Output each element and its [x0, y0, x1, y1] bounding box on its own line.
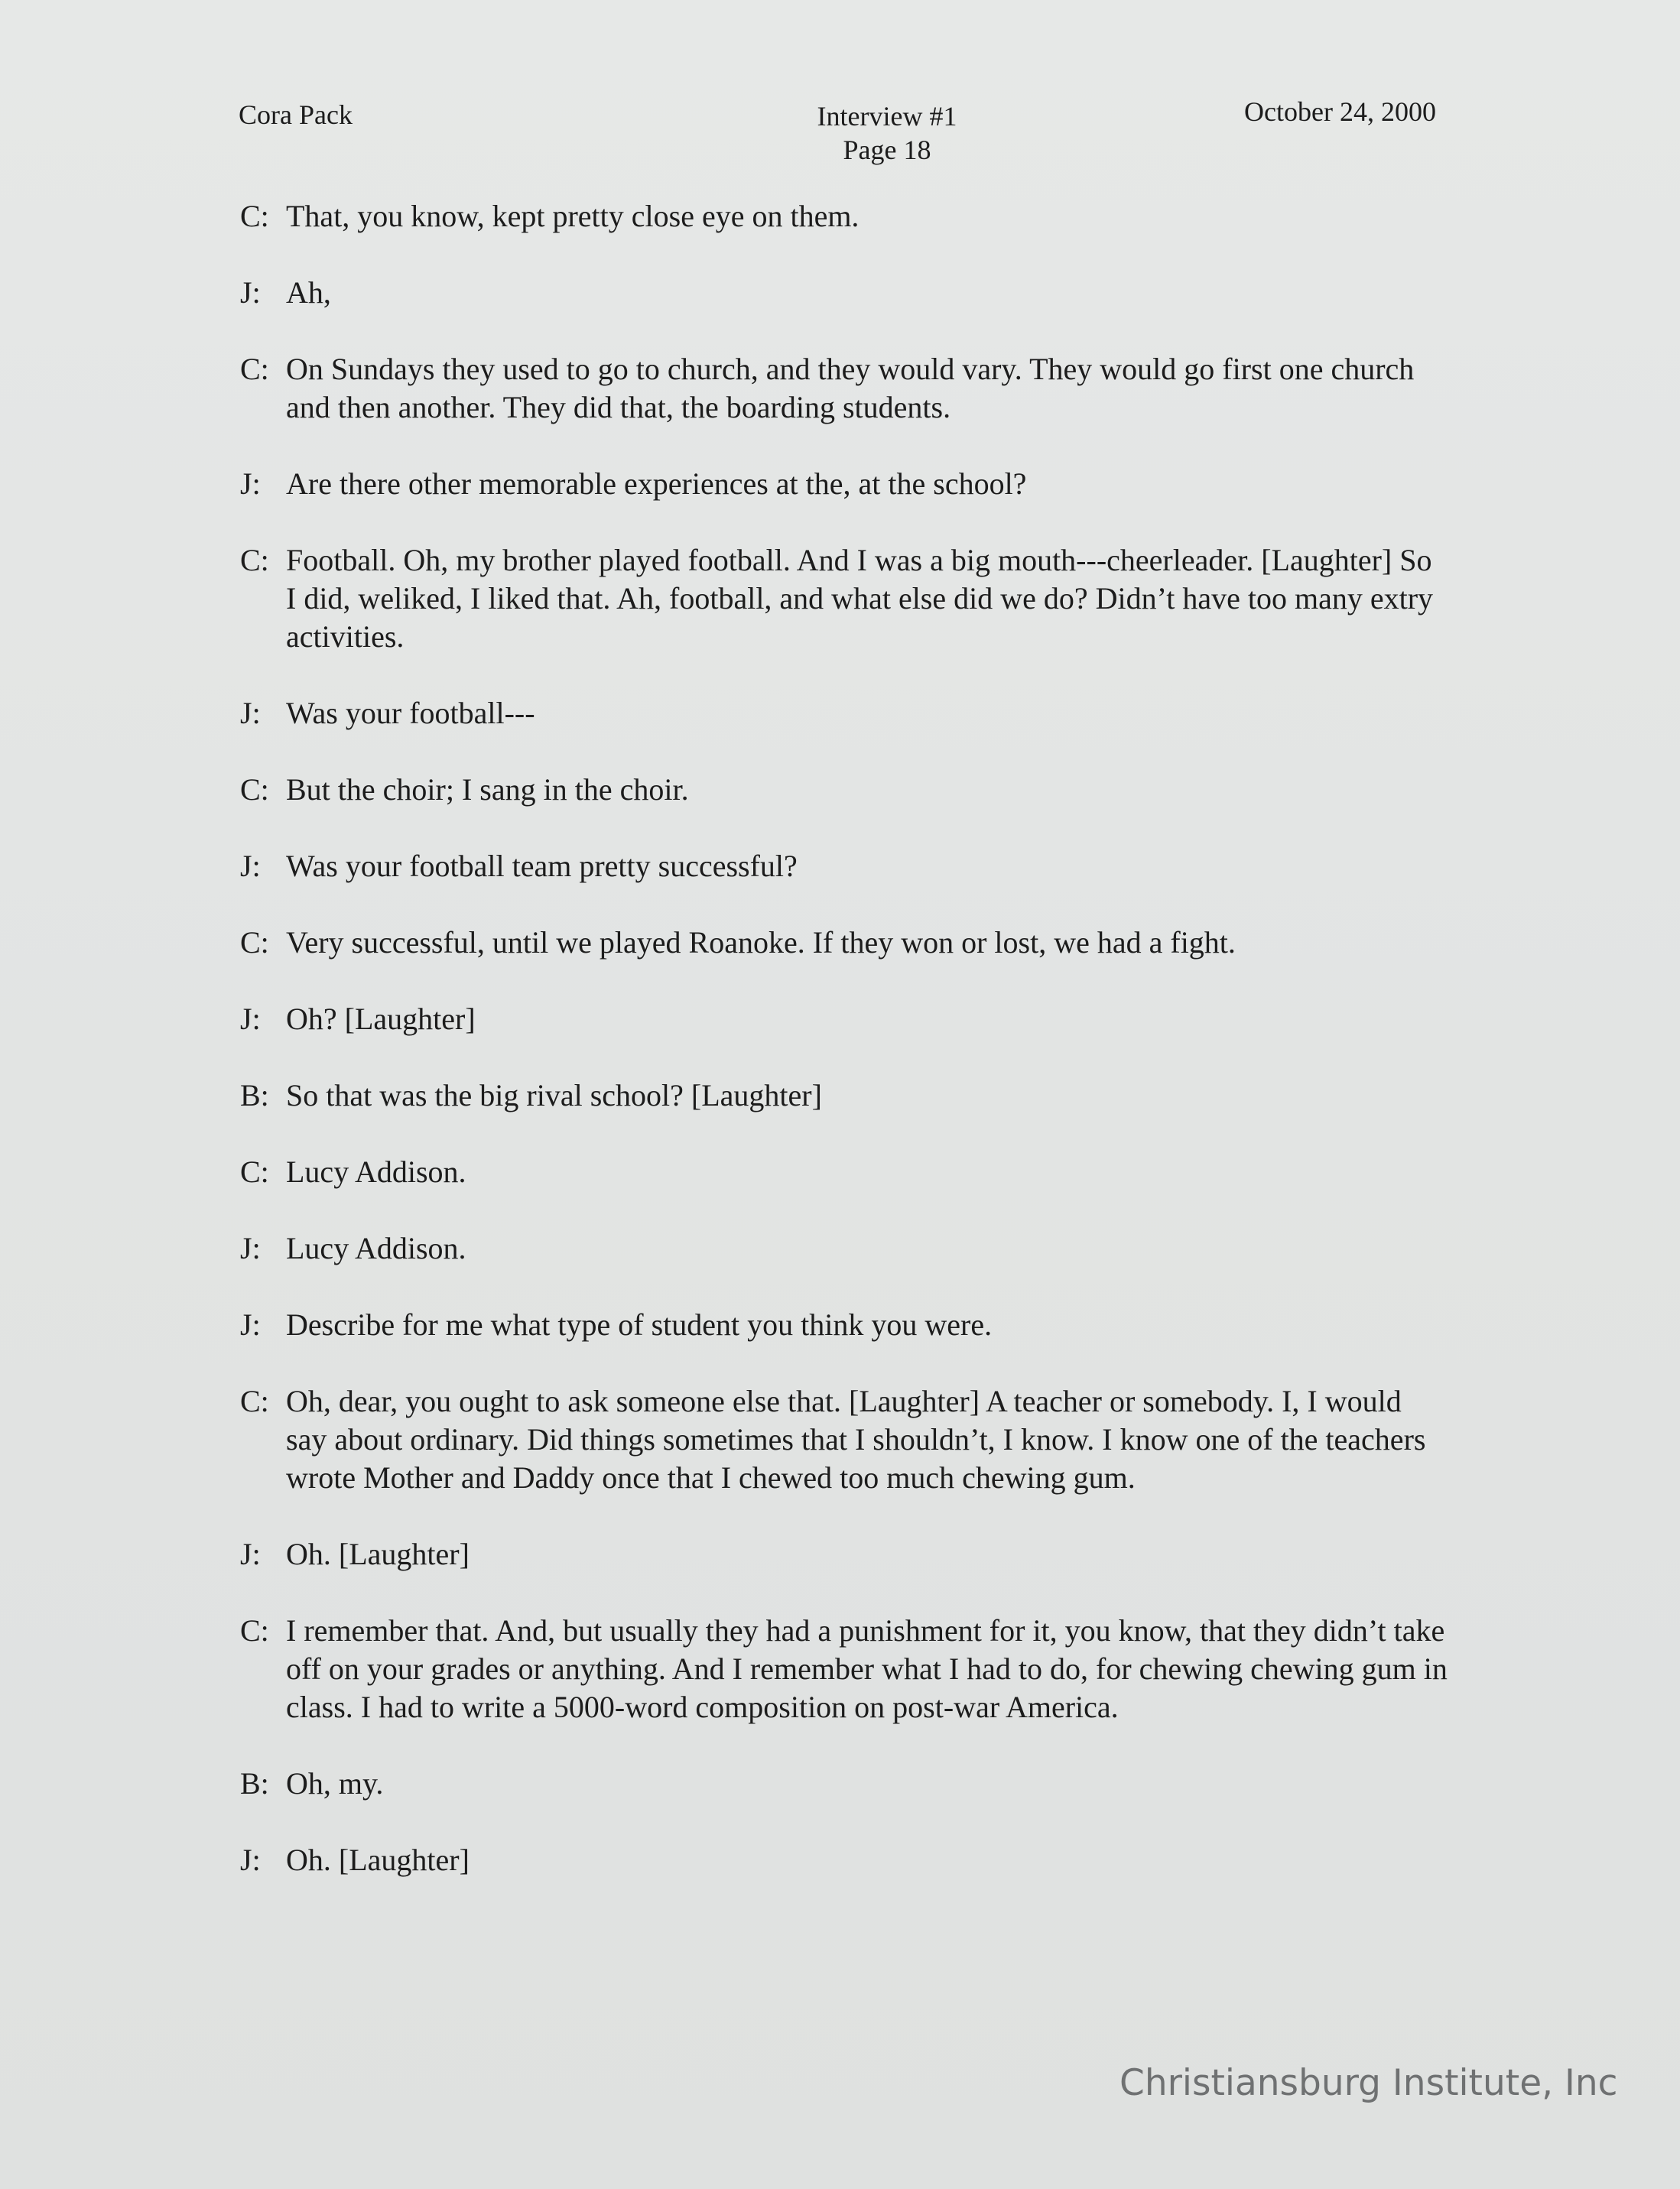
transcript-entry — [240, 1077, 1448, 1115]
speaker-label: J: — [240, 696, 261, 730]
speaker-label: J: — [240, 1537, 261, 1571]
speaker-text: On Sundays they used to go to church, and they would vary. They would go first one church and then another. They did that, the boarding students. — [286, 352, 1415, 424]
speaker-text: Ah, — [286, 275, 331, 310]
transcript-entry — [240, 694, 1448, 732]
speaker-label: B: — [240, 1078, 269, 1112]
speaker-label: C: — [240, 1384, 269, 1418]
transcript-entry — [240, 197, 1448, 235]
speaker-label: J: — [240, 1307, 261, 1342]
speaker-text: Describe for me what type of student you think you were. — [286, 1307, 993, 1342]
speaker-label: J: — [240, 1843, 261, 1877]
speaker-label: B: — [240, 1766, 269, 1801]
header-date: October 24, 2000 — [1244, 96, 1436, 127]
speaker-text: Very successful, until we played Roanoke. If they won or lost, we had a fight. — [286, 925, 1236, 960]
speaker-text: Lucy Addison. — [286, 1155, 466, 1189]
transcript-entry — [240, 350, 1448, 427]
transcript-entry — [240, 1229, 1448, 1268]
transcript-entry — [240, 1382, 1448, 1497]
speaker-text: I remember that. And, but usually they had a punishment for it, you know, that they didn’t take off on your grades or anything. And I remember what I had to do, for chewing chewing gum in class. I had to write a 5000-word composition on post-war America. — [286, 1613, 1448, 1724]
speaker-label: C: — [240, 352, 269, 386]
speaker-label: C: — [240, 543, 269, 577]
speaker-text: Was your football team pretty successful? — [286, 849, 798, 883]
transcript-entry — [240, 1841, 1448, 1879]
transcript-entry — [240, 1765, 1448, 1803]
speaker-label: J: — [240, 466, 261, 501]
speaker-text: Lucy Addison. — [286, 1231, 466, 1265]
speaker-text: Oh, dear, you ought to ask someone else that. [Laughter] A teacher or somebody. I, I would say about ordinary. Did things sometimes that I shouldn’t, I know. I know one of the teachers wrote Mother and Daddy once that I chewed too much chewing gum. — [286, 1384, 1426, 1495]
speaker-text: Oh. [Laughter] — [286, 1537, 470, 1571]
transcript-entry — [240, 541, 1448, 656]
transcript-entry — [240, 274, 1448, 312]
speaker-label: J: — [240, 1002, 261, 1036]
transcript-body — [240, 197, 1448, 1918]
speaker-label: C: — [240, 772, 269, 807]
header-page-number: Page 18 — [843, 135, 931, 165]
speaker-text: Oh. [Laughter] — [286, 1843, 470, 1877]
transcript-entry — [240, 1612, 1448, 1726]
speaker-text: Are there other memorable experiences at the, at the school? — [286, 466, 1027, 501]
transcript-entry — [240, 1535, 1448, 1574]
transcript-entry — [240, 847, 1448, 885]
transcript-entry — [240, 924, 1448, 962]
speaker-label: J: — [240, 275, 261, 310]
header-name: Cora Pack — [239, 99, 353, 130]
page-header — [239, 95, 1436, 164]
speaker-text: So that was the big rival school? [Laughter] — [286, 1078, 822, 1112]
watermark: Christiansburg Institute, Inc — [1119, 2062, 1618, 2104]
speaker-label: J: — [240, 849, 261, 883]
speaker-text: But the choir; I sang in the choir. — [286, 772, 689, 807]
header-interview: Interview #1 — [817, 101, 957, 132]
speaker-label: C: — [240, 1155, 269, 1189]
speaker-label: C: — [240, 925, 269, 960]
transcript-entry — [240, 771, 1448, 809]
speaker-label: C: — [240, 199, 269, 233]
transcript-entry — [240, 465, 1448, 503]
transcript-entry — [240, 1000, 1448, 1038]
transcript-entry — [240, 1153, 1448, 1191]
speaker-label: C: — [240, 1613, 269, 1648]
speaker-text: That, you know, kept pretty close eye on them. — [286, 199, 859, 233]
speaker-text: Oh? [Laughter] — [286, 1002, 476, 1036]
speaker-label: J: — [240, 1231, 261, 1265]
speaker-text: Football. Oh, my brother played football. And I was a big mouth---cheerleader. [Laughter] So I did, weliked, I liked that. Ah, football, and what else did we do? Didn’t have too many extry activities. — [286, 543, 1434, 654]
speaker-text: Oh, my. — [286, 1766, 384, 1801]
transcript-entry — [240, 1306, 1448, 1344]
speaker-text: Was your football--- — [286, 696, 535, 730]
